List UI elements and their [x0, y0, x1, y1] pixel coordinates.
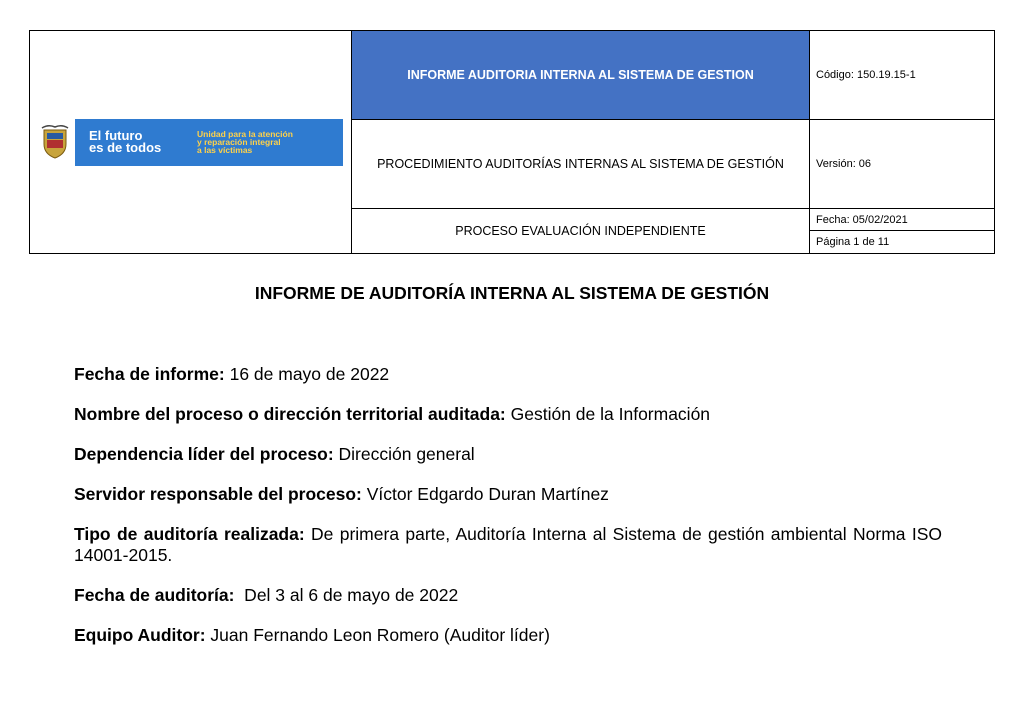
- header-fecha: Fecha: 05/02/2021: [810, 208, 995, 231]
- field-dependencia-lider: [74, 444, 942, 465]
- field-value: Gestión de la Información: [505, 404, 711, 424]
- field-value: Del 3 al 6 de mayo de 2022: [234, 585, 459, 605]
- header-title-procedure: PROCEDIMIENTO AUDITORÍAS INTERNAS AL SISTEMA DE GESTIÓN: [352, 119, 810, 208]
- field-label: Fecha de auditoría:: [74, 585, 235, 605]
- field-label: Nombre del proceso o dirección territorial auditada:: [74, 404, 506, 424]
- field-equipo-auditor: [74, 625, 942, 646]
- field-label: Servidor responsable del proceso:: [74, 484, 362, 504]
- field-value: De primera parte, Auditoría Interna al Sistema de gestión ambiental Norma ISO 14001-2015.: [74, 524, 942, 565]
- logo-cell: [30, 31, 352, 254]
- document-title: INFORME DE AUDITORÍA INTERNA AL SISTEMA DE GESTIÓN: [254, 283, 770, 303]
- header-title-report: INFORME AUDITORIA INTERNA AL SISTEMA DE GESTION: [352, 31, 810, 120]
- logo-main-text: El futuro es de todos: [89, 128, 162, 155]
- header-codigo: Código: 150.19.15-1: [810, 31, 995, 120]
- field-fecha-informe: [74, 364, 942, 385]
- logo: [35, 117, 351, 167]
- coat-of-arms-icon: [35, 119, 75, 166]
- field-servidor-responsable: [74, 484, 942, 505]
- field-value: Víctor Edgardo Duran Martínez: [361, 484, 609, 504]
- field-label: Fecha de informe:: [74, 364, 225, 384]
- report-fields: [74, 364, 942, 665]
- field-nombre-proceso: [74, 404, 942, 425]
- header-title-process: PROCESO EVALUACIÓN INDEPENDIENTE: [352, 208, 810, 253]
- field-tipo-auditoria: [74, 524, 942, 566]
- field-value: Dirección general: [333, 444, 475, 464]
- logo-sub-text: Unidad para la atención y reparación integral a las víctimas: [197, 129, 293, 155]
- field-value: 16 de mayo de 2022: [224, 364, 390, 384]
- field-label: Dependencia líder del proceso:: [74, 444, 334, 464]
- field-value: Juan Fernando Leon Romero (Auditor líder): [205, 625, 550, 645]
- field-fecha-auditoria: [74, 585, 942, 606]
- header-pagina: Página 1 de 11: [810, 231, 995, 254]
- logo-band: [35, 119, 343, 166]
- field-label: Tipo de auditoría realizada:: [74, 524, 305, 544]
- field-label: Equipo Auditor:: [74, 625, 206, 645]
- header-version: Versión: 06: [810, 119, 995, 208]
- document-header-table: [29, 30, 995, 254]
